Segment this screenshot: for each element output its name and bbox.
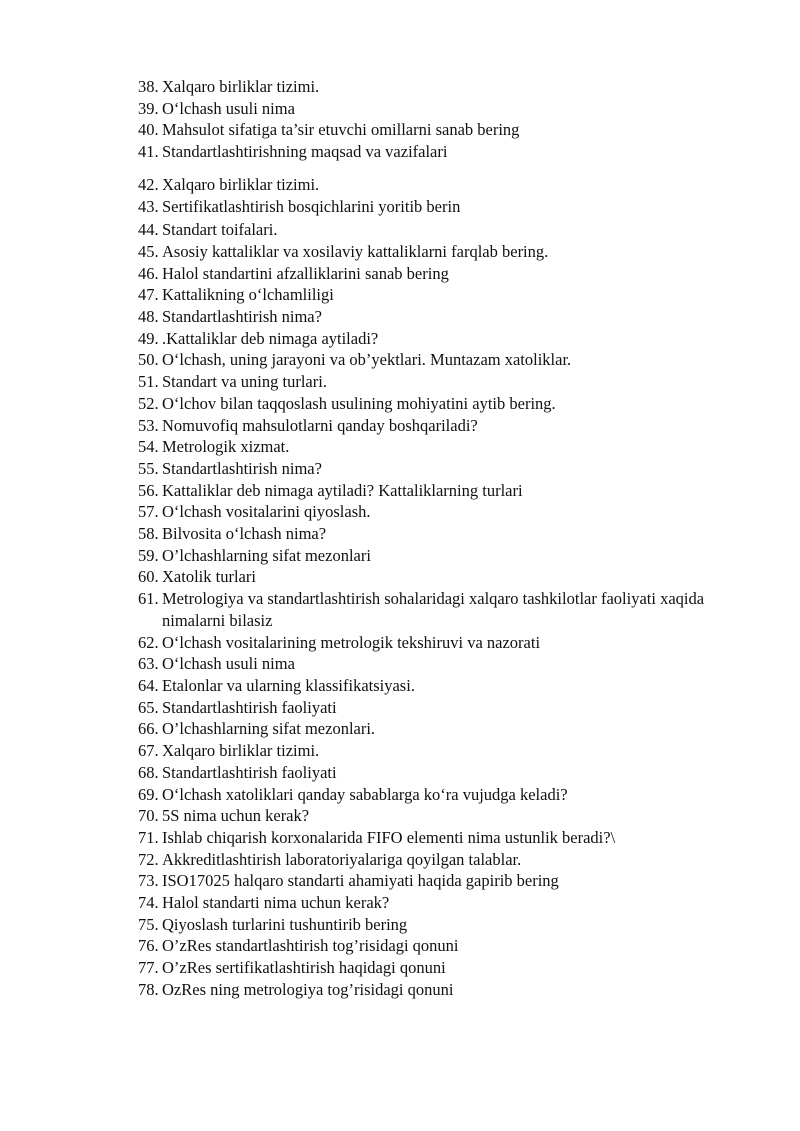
item-number: 71.: [138, 827, 159, 847]
item-text: Ishlab chiqarish korxonalarida FIFO elementi nima ustunlik beradi?\: [162, 827, 616, 847]
item-number: 55.: [138, 458, 159, 478]
item-number: 47.: [138, 285, 159, 305]
list-item: [138, 697, 748, 719]
list-item: [138, 328, 748, 350]
list-item: [138, 480, 748, 502]
list-item: [138, 762, 748, 784]
item-number: 59.: [138, 545, 159, 565]
item-text: Xalqaro birliklar tizimi.: [162, 77, 320, 96]
item-text: Xalqaro birliklar tizimi.: [162, 741, 320, 761]
item-number: 44.: [138, 220, 159, 240]
item-text: .Kattaliklar deb nimaga aytiladi?: [162, 328, 379, 348]
list-item: [138, 675, 748, 697]
item-number: 77.: [138, 958, 159, 978]
list-item: [138, 653, 748, 675]
item-number: 56.: [138, 480, 159, 500]
item-text: O‘lchash xatoliklari qanday sabablarga ko‘ra vujudga keladi?: [162, 784, 568, 804]
list-item: [138, 805, 748, 827]
list-item: [138, 588, 748, 631]
item-text: O’lchashlarning sifat mezonlari.: [162, 719, 376, 739]
list-item: [138, 219, 748, 241]
item-text: ISO17025 halqaro standarti ahamiyati haqida gapirib bering: [162, 871, 559, 891]
item-number: 64.: [138, 675, 159, 695]
list-item: [138, 979, 748, 1001]
item-number: 66.: [138, 719, 159, 739]
list-item: [138, 415, 748, 437]
item-text: Standartlashtirish nima?: [162, 307, 322, 327]
list-item: [138, 349, 748, 371]
item-number: 78.: [138, 979, 159, 999]
item-text: Xalqaro birliklar tizimi.: [162, 174, 320, 194]
item-text: Kattaliklar deb nimaga aytiladi? Kattaliklarning turlari: [162, 480, 523, 500]
item-number: 39.: [138, 98, 159, 118]
list-item: [138, 174, 748, 196]
item-number: 52.: [138, 393, 159, 413]
list-item: [138, 632, 748, 654]
item-number: 62.: [138, 632, 159, 652]
item-text: O’lchashlarning sifat mezonlari: [162, 545, 371, 565]
item-number: 61.: [138, 589, 159, 609]
item-number: 63.: [138, 654, 159, 674]
item-text: Xatolik turlari: [162, 567, 256, 587]
list-item: [138, 119, 748, 141]
item-text: O‘lchash vositalarining metrologik tekshiruvi va nazorati: [162, 632, 541, 652]
list-item: [138, 740, 748, 762]
item-number: 69.: [138, 784, 159, 804]
list-item: [138, 98, 748, 120]
list-item: [138, 306, 748, 328]
item-number: 58.: [138, 524, 159, 544]
list-item: [138, 849, 748, 871]
item-text: 5S nima uchun kerak?: [162, 806, 310, 826]
item-number: 49.: [138, 328, 159, 348]
list-item: [138, 718, 748, 740]
item-number: 75.: [138, 914, 159, 934]
item-text: Qiyoslash turlarini tushuntirib bering: [162, 914, 408, 934]
list-item: [138, 935, 748, 957]
list-item: [138, 523, 748, 545]
list-item: [138, 827, 748, 849]
item-text: Etalonlar va ularning klassifikatsiyasi.: [162, 675, 415, 695]
list-item: [138, 371, 748, 393]
item-text: Metrologiya va standartlashtirish sohalaridagi xalqaro tashkilotlar faoliyati xaqida nimalarni bilasiz: [162, 589, 705, 630]
item-text: O‘lchash usuli nima: [162, 98, 295, 118]
list-item: [138, 870, 748, 892]
list-item: [138, 241, 748, 263]
list-item: [138, 545, 748, 567]
item-text: O‘lchash usuli nima: [162, 654, 295, 674]
item-text: O’zRes standartlashtirish tog’risidagi qonuni: [162, 936, 459, 956]
item-number: 40.: [138, 120, 159, 140]
item-text: Standartlashtirish faoliyati: [162, 762, 337, 782]
item-number: 76.: [138, 936, 159, 956]
item-number: 70.: [138, 806, 159, 826]
item-text: Halol standartini afzalliklarini sanab bering: [162, 263, 449, 283]
list-item: [138, 263, 748, 285]
item-text: O‘lchash, uning jarayoni va ob’yektlari. Muntazam xatoliklar.: [162, 350, 572, 370]
item-number: 65.: [138, 697, 159, 717]
list-item: [138, 196, 748, 218]
list-item: [138, 141, 748, 163]
list-item: [138, 436, 748, 458]
item-number: 73.: [138, 871, 159, 891]
item-text: Mahsulot sifatiga ta’sir etuvchi omillarni sanab bering: [162, 120, 520, 140]
item-number: 67.: [138, 741, 159, 761]
item-number: 54.: [138, 437, 159, 457]
item-number: 60.: [138, 567, 159, 587]
item-number: 53.: [138, 415, 159, 435]
item-number: 41.: [138, 142, 159, 162]
list-item: [138, 284, 748, 306]
item-text: Bilvosita o‘lchash nima?: [162, 524, 327, 544]
list-item: [138, 458, 748, 480]
list-item: [138, 784, 748, 806]
item-number: 72.: [138, 849, 159, 869]
list-item: [138, 76, 748, 98]
question-list: [138, 76, 748, 1001]
item-number: 46.: [138, 263, 159, 283]
item-text: Akkreditlashtirish laboratoriyalariga qoyilgan talablar.: [162, 849, 522, 869]
item-number: 45.: [138, 241, 159, 261]
item-text: Standart va uning turlari.: [162, 372, 327, 392]
item-number: 42.: [138, 174, 159, 194]
item-number: 68.: [138, 762, 159, 782]
item-text: Asosiy kattaliklar va xosilaviy kattaliklarni farqlab bering.: [162, 241, 549, 261]
item-text: Standart toifalari.: [162, 220, 278, 240]
item-text: Standartlashtirishning maqsad va vazifalari: [162, 142, 448, 162]
item-text: Metrologik xizmat.: [162, 437, 290, 457]
item-number: 48.: [138, 307, 159, 327]
item-text: O‘lchov bilan taqqoslash usulining mohiyatini aytib bering.: [162, 393, 556, 413]
list-item: [138, 566, 748, 588]
item-text: Kattalikning o‘lchamliligi: [162, 285, 334, 305]
item-text: Standartlashtirish nima?: [162, 458, 322, 478]
list-item: [138, 914, 748, 936]
item-text: Sertifikatlashtirish bosqichlarini yoritib berin: [162, 196, 461, 216]
item-text: O’zRes sertifikatlashtirish haqidagi qonuni: [162, 958, 446, 978]
item-number: 57.: [138, 502, 159, 522]
list-item: [138, 892, 748, 914]
item-number: 74.: [138, 893, 159, 913]
item-text: OzRes ning metrologiya tog’risidagi qonuni: [162, 979, 454, 999]
list-item: [138, 957, 748, 979]
item-text: Standartlashtirish faoliyati: [162, 697, 337, 717]
item-number: 38.: [138, 77, 159, 96]
item-text: Nomuvofiq mahsulotlarni qanday boshqariladi?: [162, 415, 478, 435]
item-text: Halol standarti nima uchun kerak?: [162, 893, 390, 913]
item-number: 51.: [138, 372, 159, 392]
item-text: O‘lchash vositalarini qiyoslash.: [162, 502, 371, 522]
item-number: 50.: [138, 350, 159, 370]
list-item: [138, 501, 748, 523]
list-item: [138, 393, 748, 415]
item-number: 43.: [138, 196, 159, 216]
